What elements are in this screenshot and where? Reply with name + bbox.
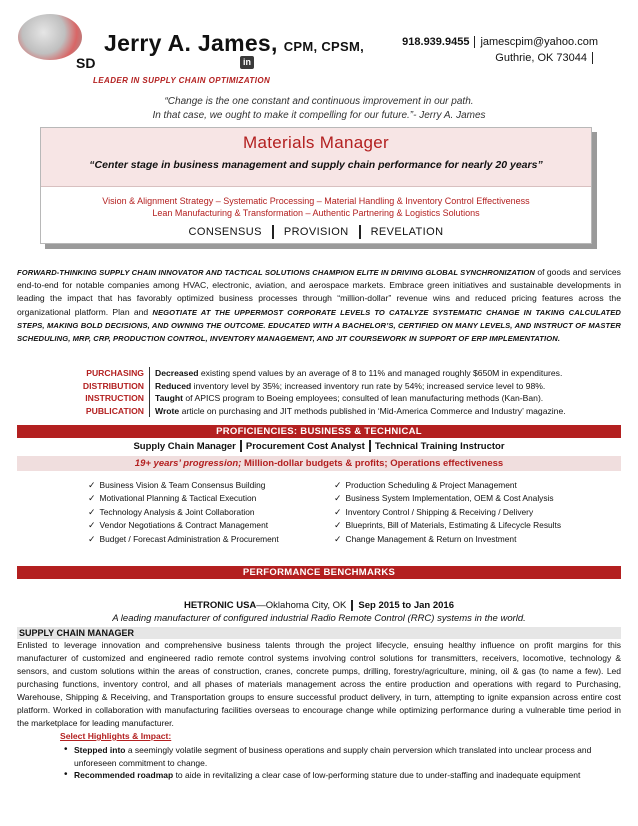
skill-item: ✓ Inventory Control / Shipping & Receiving / Delivery	[334, 506, 580, 519]
highlight-text: a seemingly volatile segment of business operations and supply chain perversion which translated into unclear process and unforeseen commitment to change.	[74, 745, 592, 768]
skills-column-right	[334, 479, 580, 546]
pdl-verb: Reduced	[155, 380, 192, 391]
skill-item: ✓ Budget / Forecast Administration & Procurement	[88, 533, 334, 546]
pdl-key: PURCHASING	[80, 367, 150, 380]
phone: 918.939.9455	[402, 36, 470, 48]
profile-pillars	[41, 225, 591, 239]
candidate-name	[104, 30, 364, 57]
strengths-line: Lean Manufacturing & Transformation – Authentic Partnering & Logistics Solutions	[152, 208, 480, 218]
pdl-key: DISTRIBUTION	[80, 380, 150, 393]
highlight-item	[64, 769, 594, 782]
contact-divider	[592, 52, 593, 64]
skill-item: ✓ Change Management & Return on Investment	[334, 533, 580, 546]
summary-tail: NEGOTIATE AT THE UPPERMOST CORPORATE LEVELS TO CATALYZE SYSTEMATIC CHANGE IN TAKING CALCULATED STEPS, MAKING BOLD DECISIONS, AND OWNING THE OUTCOME. EDUCATED WITH A BACHELOR’S, CERTIFIED ON MANY LEVELS, AND INSTRUCT OF MASTER SCHEDULING, MRP, CRP, PRODUCTION CONTROL, INVENTORY MANAGEMENT, AND JIT COURSEWORK IN SUPPORT OF ERP IMPLEMENTATION.	[17, 307, 621, 344]
highlights-list	[64, 744, 594, 782]
years-banner	[17, 456, 621, 471]
pdl-row	[80, 405, 600, 418]
pdl-verb: Decreased	[155, 368, 199, 378]
role-divider	[369, 440, 371, 452]
role: Procurement Cost Analyst	[245, 441, 365, 452]
profile-title: Materials Manager	[243, 133, 389, 152]
tagline: LEADER IN SUPPLY CHAIN OPTIMIZATION	[93, 76, 271, 85]
summary-body: of goods and services end-to-end for notable companies among HVAC, electronic, aviation, and aerospace markets. Embrace green initiatives and sustainable developments in leading the impact that has favorably optimized business processes through “million-dollar” revenue wins and reduced pricing features across the organizational platform. Plan and	[17, 267, 621, 317]
job-divider	[351, 600, 353, 611]
job-description: Enlisted to leverage innovation and comprehensive business talents through the project lifecycle, ensuing healthy influence on profit margins for this manufacturer of customized and engineered radio remote control systems involving control solutions for transmitters, receivers, locomotive, technology & sensors, and custom solutions within the areas of construction, cranes, concrete pumps, drilling, forestry/agriculture, mining, oil & gas (to name a few). Led purchasing functions, inventory control, and all phases of materials management across the entire production and operations with regard to Purchasing, Warehouse, Shipping & Receiving, and Transportation groups to ensure successful product delivery, in turn, attempting to ignite expansion across entire cost platform. Worked in collaboration with manufacturing facilities overseas to encourage change while optimizing performance during a vulnerable time period in the marketplace for leading manufacturer.	[17, 640, 621, 728]
job-title: SUPPLY CHAIN MANAGER	[17, 627, 621, 639]
skill-item: ✓ Blueprints, Bill of Materials, Estimating & Lifecycle Results	[334, 519, 580, 532]
pdl-list	[80, 367, 600, 417]
skill-item: ✓ Business System Implementation, OEM & Cost Analysis	[334, 492, 580, 505]
location: Guthrie, OK 73044	[495, 52, 587, 64]
highlight-lead: Stepped into	[74, 745, 126, 755]
summary-lead: FORWARD-THINKING SUPPLY CHAIN INNOVATOR AND TACTICAL SOLUTIONS CHAMPION ELITE IN DRIVING GLOBAL SYNCHRONIZATION	[17, 268, 535, 277]
role: Supply Chain Manager	[133, 441, 236, 452]
years-italic: 19+ years’ progression;	[134, 458, 242, 469]
highlight-text: to aide in revitalizing a clear case of low-performing stature due to under-staffing and inadequate equipment	[173, 770, 581, 781]
pdl-row	[80, 380, 600, 393]
highlight-item	[64, 744, 594, 769]
logo-word-cloud-icon	[18, 14, 82, 60]
skill-item: ✓ Business Vision & Team Consensus Building	[88, 479, 334, 492]
skills-column-left	[88, 479, 334, 546]
pdl-row	[80, 367, 600, 380]
cut-off-credential: SD	[76, 55, 96, 71]
pdl-text: of APICS program to Boeing employees; consulted of lean manufacturing methods (Kan-Ban).	[183, 393, 544, 403]
skill-item: ✓ Motivational Planning & Tactical Execution	[88, 492, 334, 505]
pdl-verb: Taught	[155, 393, 184, 403]
strengths-line: Vision & Alignment Strategy – Systematic Processing – Material Handling & Inventory Control Effectiveness	[102, 196, 530, 206]
highlights-title: Select Highlights & Impact:	[60, 731, 172, 741]
pillar-divider	[272, 225, 274, 239]
job-header	[17, 599, 621, 625]
quote-line: In that case, we ought to make it compelling for our future.”- Jerry A. James	[152, 110, 486, 121]
pillar: CONSENSUS	[188, 225, 262, 238]
highlight-lead: Recommended roadmap	[74, 770, 174, 781]
pillar: PROVISION	[283, 225, 349, 238]
skill-item: ✓ Production Scheduling & Project Management	[334, 479, 580, 492]
proficiencies-band: PROFICIENCIES: BUSINESS & TECHNICAL	[17, 425, 621, 438]
years-rest: Million-dollar budgets & profits; Operations effectiveness	[241, 458, 504, 469]
company-description: A leading manufacturer of configured industrial Radio Remote Control (RRC) systems in the world.	[112, 613, 526, 624]
company-location: —Oklahoma City, OK	[256, 600, 347, 611]
profile-subtitle: “Center stage in business management and supply chain performance for nearly 20 years”	[89, 159, 543, 171]
skill-item: ✓ Technology Analysis & Joint Collaboration	[88, 506, 334, 519]
pdl-text: article on purchasing and JIT methods published in ‘Mid-America Commerce and Industry’ magazine.	[179, 405, 566, 416]
role: Technical Training Instructor	[374, 441, 505, 452]
profile-box-header	[41, 128, 591, 187]
pdl-value	[150, 392, 543, 405]
roles-line	[17, 439, 621, 454]
credentials: CPM, CPSM,	[283, 39, 365, 54]
name-text: Jerry A. James,	[104, 30, 278, 56]
performance-band: PERFORMANCE BENCHMARKS	[17, 566, 621, 579]
pdl-key: INSTRUCTION	[80, 392, 150, 405]
role-divider	[240, 440, 242, 452]
pdl-value	[150, 405, 566, 418]
job-dates: Sep 2015 to Jan 2016	[358, 600, 454, 611]
pdl-verb: Wrote	[155, 405, 180, 416]
summary-paragraph	[17, 266, 621, 345]
pdl-text: inventory level by 35%; increased inventory run rate by 54%; increased service level to 98%.	[191, 380, 546, 391]
email-link[interactable]: jamescpim@yahoo.com	[480, 36, 598, 48]
pdl-value	[150, 380, 545, 393]
contact-info	[402, 34, 598, 66]
company-name: HETRONIC USA	[183, 600, 257, 611]
pdl-value	[150, 367, 562, 380]
resume-header	[0, 0, 638, 121]
skills-list	[88, 479, 608, 546]
quote	[0, 95, 638, 123]
skill-item: ✓ Vendor Negotiations & Contract Management	[88, 519, 334, 532]
pillar-divider	[359, 225, 361, 239]
pillar: REVELATION	[370, 225, 444, 238]
profile-box	[40, 127, 592, 244]
linkedin-icon[interactable]: in	[240, 56, 254, 69]
quote-line: “Change is the one constant and continuous improvement in our path.	[164, 96, 474, 107]
contact-divider	[474, 36, 475, 48]
profile-strengths	[41, 195, 591, 219]
pdl-text: existing spend values by an average of 8 to 11% and managed roughly $650M in expenditures.	[198, 368, 563, 378]
pdl-row	[80, 392, 600, 405]
pdl-key: PUBLICATION	[80, 405, 150, 418]
